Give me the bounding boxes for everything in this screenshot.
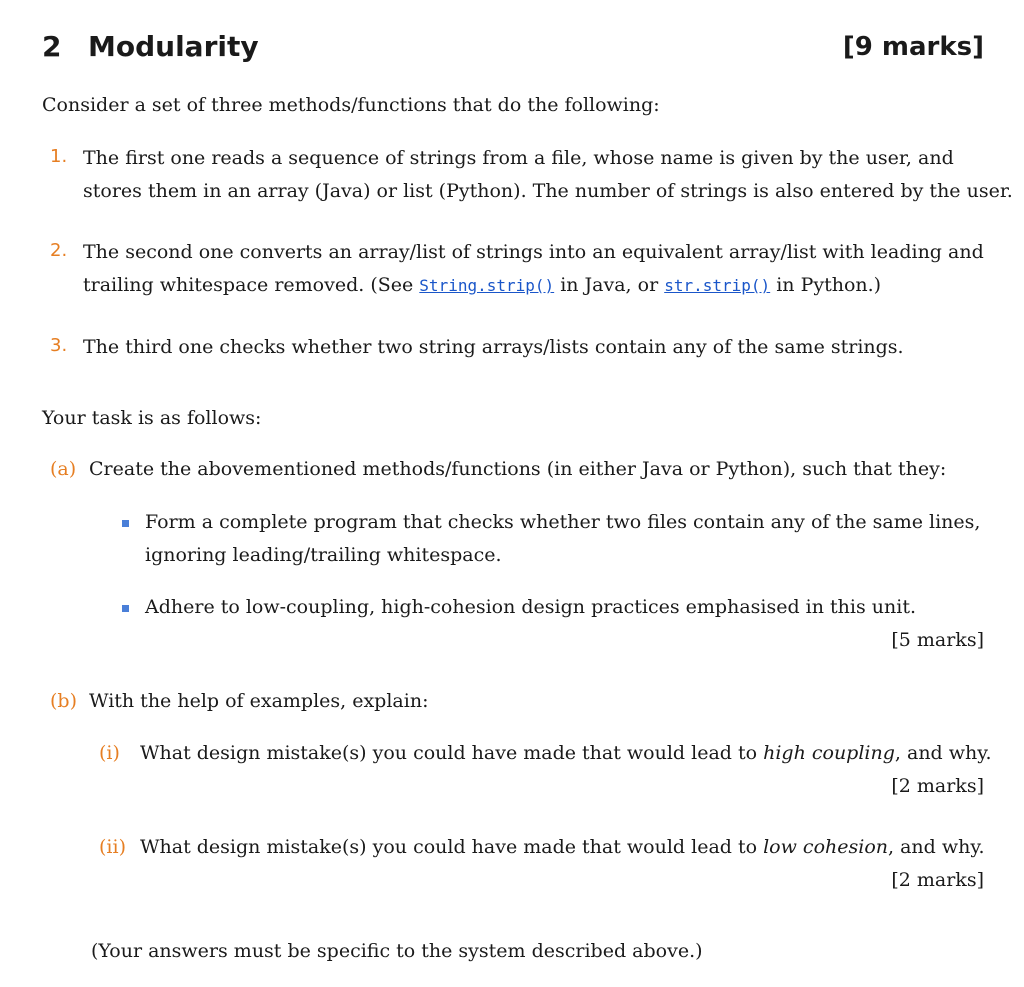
item-2-number: 2. [50, 240, 68, 261]
part-b-ii-label: (ii) [99, 836, 126, 858]
part-a-bullet-1-line-2: ignoring leading/trailing whitespace. [145, 544, 502, 566]
section-marks: [9 marks] [842, 32, 984, 62]
part-a-bullet-2-line-1: Adhere to low-coupling, high-cohesion design practices emphasised in this unit. [145, 596, 916, 618]
item-1-number: 1. [50, 146, 68, 167]
part-b-ii-marks: [2 marks] [891, 869, 984, 891]
part-a-text: Create the abovementioned methods/functions (in either Java or Python), such that they: [89, 458, 947, 480]
item-2-line-2 [83, 269, 881, 302]
string-strip-link[interactable]: String.strip() [419, 276, 555, 295]
item-1-line-1: The first one reads a sequence of strings from a file, whose name is given by the user, and [83, 147, 954, 169]
item-2-line-2-mid: in Java, or [554, 274, 665, 296]
part-b-ii-text [140, 831, 985, 864]
bullet-marker-2 [122, 605, 129, 612]
part-b-label: (b) [50, 690, 77, 712]
item-2-line-1: The second one converts an array/list of strings into an equivalent array/list with leading and [83, 241, 984, 263]
str-strip-link[interactable]: str.strip() [664, 276, 771, 295]
section-title: Modularity [88, 30, 259, 63]
item-1-line-2: stores them in an array (Java) or list (Python). The number of strings is also entered by the user. [83, 180, 1013, 202]
part-b-i-marks: [2 marks] [891, 775, 984, 797]
item-2-line-2-post: in Python.) [770, 274, 882, 296]
bullet-marker-1 [122, 520, 129, 527]
item-3-line-1: The third one checks whether two string arrays/lists contain any of the same strings. [83, 336, 904, 358]
part-a-bullet-1-line-1: Form a complete program that checks whether two files contain any of the same lines, [145, 511, 981, 533]
part-b-i-pre: What design mistake(s) you could have made that would lead to [140, 742, 764, 764]
task-intro: Your task is as follows: [42, 407, 262, 429]
section-number: 2 [42, 30, 62, 63]
part-b-text: With the help of examples, explain: [89, 690, 429, 712]
high-coupling-term: high coupling [763, 742, 895, 764]
part-b-i-text [140, 737, 992, 770]
part-b-i-post: , and why. [894, 742, 992, 764]
part-a-label: (a) [50, 458, 77, 480]
item-3-number: 3. [50, 335, 68, 356]
low-cohesion-term: low cohesion [763, 836, 888, 858]
answer-note: (Your answers must be specific to the system described above.) [91, 940, 703, 962]
part-b-ii-post: , and why. [888, 836, 985, 858]
part-b-i-label: (i) [99, 742, 120, 764]
part-a-marks: [5 marks] [891, 629, 984, 651]
intro-text: Consider a set of three methods/functions that do the following: [42, 94, 660, 116]
item-2-line-2-pre: trailing whitespace removed. (See [83, 274, 420, 296]
part-b-ii-pre: What design mistake(s) you could have made that would lead to [140, 836, 764, 858]
